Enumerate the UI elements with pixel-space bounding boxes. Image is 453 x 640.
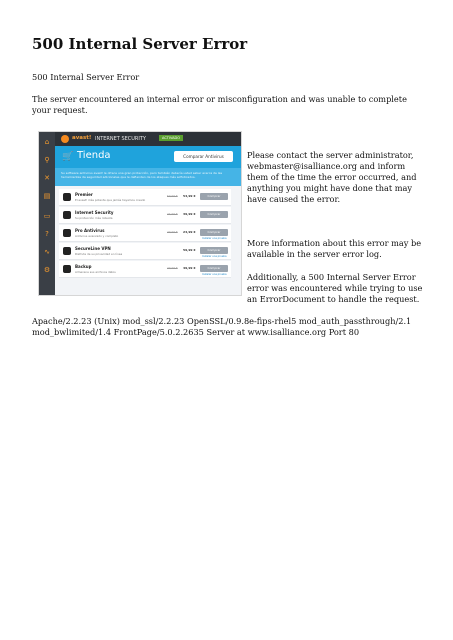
product-name: Pro Antivirus	[75, 228, 105, 233]
product-price: 54,99 €	[183, 194, 196, 198]
product-row	[59, 189, 231, 206]
product-old-price: 44,99 €	[167, 212, 178, 216]
buy-button: Comprar	[200, 193, 228, 200]
buy-button: Comprar	[200, 229, 228, 236]
trial-link: Instalar una prueba	[202, 255, 227, 258]
product-description: Antivirus avanzado y completo	[75, 234, 119, 238]
settings-icon: ⚙	[43, 266, 51, 274]
product-name: Backup	[75, 264, 92, 269]
product-old-price: 49,99 €	[167, 266, 178, 270]
product-row	[59, 207, 231, 224]
product-row	[59, 243, 231, 260]
product-name: Premier	[75, 192, 93, 197]
product-name: INTERNET SECURITY	[95, 135, 146, 142]
product-row	[59, 225, 231, 242]
monitor-icon: ▭	[43, 212, 51, 220]
product-name: SecureLine VPN	[75, 246, 111, 251]
error-intro: The server encountered an internal error or misconfiguration and was unable to complete your request.	[32, 94, 407, 115]
product-price: 39,99 €	[183, 212, 196, 216]
sidebar	[39, 132, 55, 295]
product-description: Su protección más robusta	[75, 216, 113, 220]
page-title: 500 Internal Server Error	[32, 35, 248, 53]
compare-antivirus-button: Comparar Antivirus	[174, 151, 233, 162]
product-name: Internet Security	[75, 210, 114, 215]
store-banner	[55, 168, 241, 186]
help-icon: ?	[45, 230, 49, 238]
error-subtitle: 500 Internal Server Error	[32, 72, 140, 82]
store-title: Tienda	[77, 150, 111, 161]
product-icon	[63, 247, 71, 255]
product-icon	[63, 211, 71, 219]
product-price: 59,99 €	[183, 248, 196, 252]
buy-button: Comprar	[200, 247, 228, 254]
buy-button: Comprar	[200, 211, 228, 218]
shopping-cart-icon: 🛒	[62, 152, 74, 162]
product-price: 24,99 €	[183, 230, 196, 234]
trial-link: Instalar una prueba	[202, 273, 227, 276]
product-price: 49,99 €	[183, 266, 196, 270]
server-signature: Apache/2.2.23 (Unix) mod_ssl/2.2.23 OpenSSL/0.9.8e-fips-rhel5 mod_auth_passthrough/2.1 mod_bwlimited/1.4 FrontPage/5.0.2.2635 Server at www.isalliance.org Port 80	[32, 316, 412, 337]
search-icon: ⚲	[44, 156, 50, 164]
status-badge: ACTIVADO	[159, 135, 183, 141]
brand-name: avast!	[72, 135, 92, 141]
additional-error-text: Additionally, a 500 Internal Server Error error was encountered while trying to use an ErrorDocument to handle the request.	[247, 272, 423, 304]
stats-icon: ∿	[44, 248, 50, 256]
avast-store-screenshot	[38, 131, 242, 296]
product-old-price: 29,99 €	[167, 230, 178, 234]
product-description: Disfrute de su privacidad en línea	[75, 252, 123, 256]
buy-button: Comprar	[200, 265, 228, 272]
product-description: El avast! más potente que jamás hayamos creado	[75, 198, 146, 202]
more-info-text: More information about this error may be available in the server error log.	[247, 238, 422, 259]
product-icon	[63, 229, 71, 237]
trial-link: Instalar una prueba	[202, 237, 227, 240]
home-icon: ⌂	[44, 138, 50, 146]
banner-text: Su software antivirus avast! le ofrece una gran protección, pero también debería usted saber acerca de las herramientas de seguridad adicionales que le defienden de los ataques más sofisticados.	[61, 171, 223, 179]
title-bar	[55, 132, 241, 146]
cart-icon: ▤	[43, 192, 51, 200]
product-icon	[63, 265, 71, 273]
product-row	[59, 261, 231, 278]
contact-admin-text: Please contact the server administrator, webmaster@isalliance.org and inform them of the time the error occurred, and anything you might have done that may have caused the error.	[247, 150, 417, 204]
avast-logo-icon	[61, 135, 69, 143]
product-description: Almacene sus archivos datos	[75, 270, 116, 274]
product-old-price: 59,99 €	[167, 194, 178, 198]
store-header	[55, 146, 241, 168]
product-icon	[63, 193, 71, 201]
tools-icon: ✕	[44, 174, 50, 182]
